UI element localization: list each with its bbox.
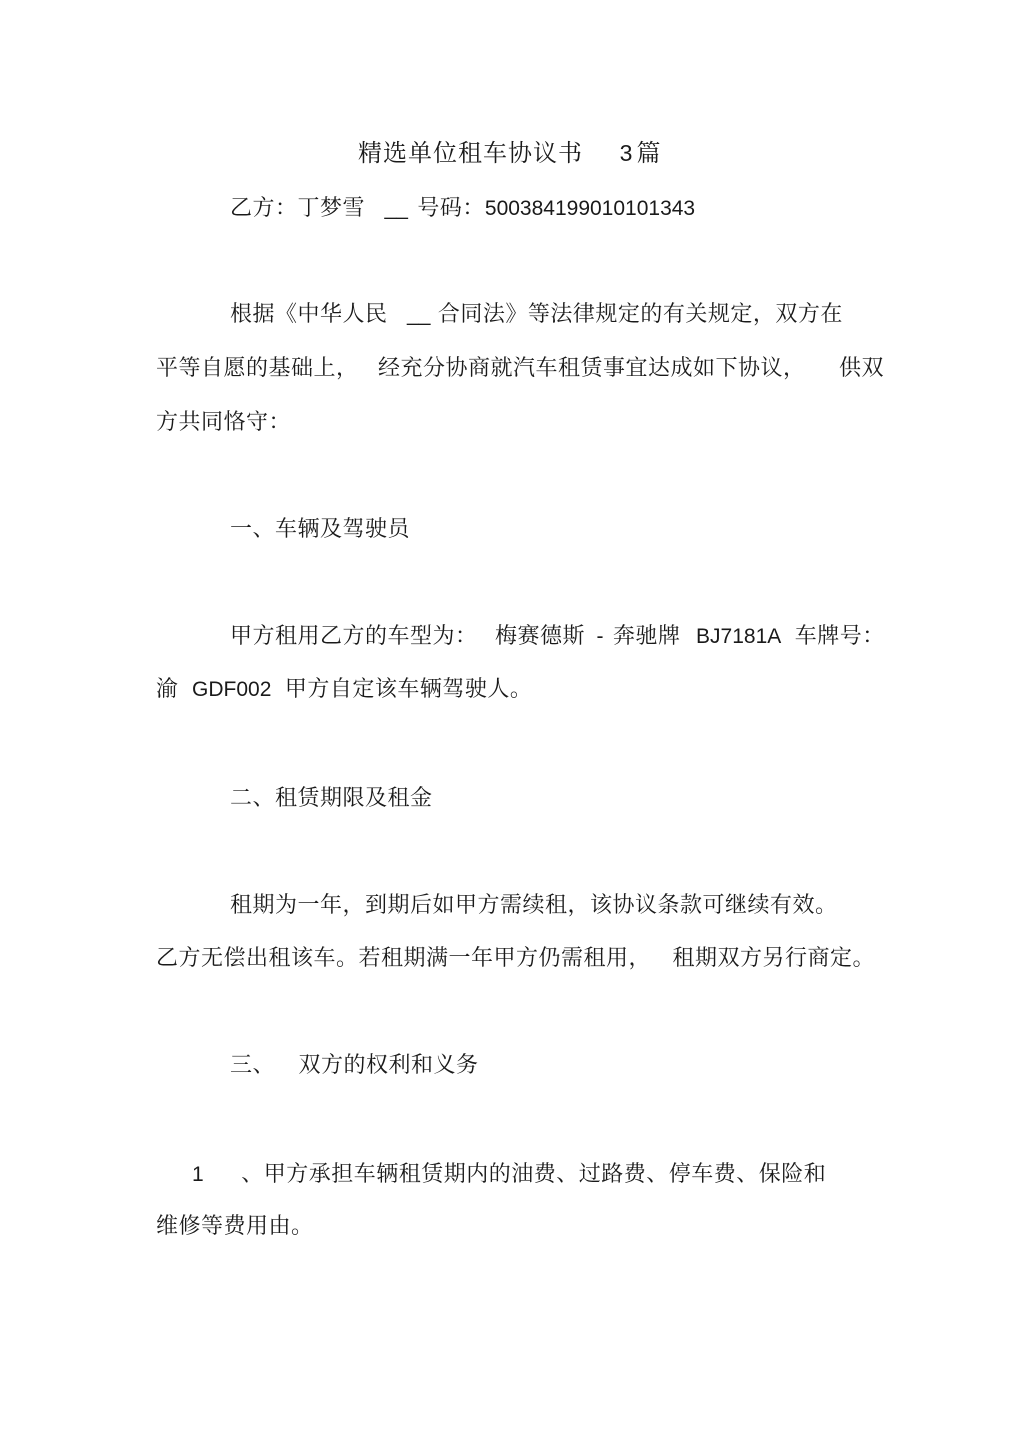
vehicle-model: BJ7181A (696, 625, 782, 648)
intro-text: 平等自愿的基础上， (156, 356, 359, 381)
party-b-id-label: 号码： (417, 196, 485, 221)
vehicle-brand: 梅赛德斯 (495, 624, 586, 649)
plate-number: GDF002 (192, 678, 272, 701)
intro-text: 经充分协商就汽车租赁事宜达成如下协议， (378, 356, 806, 381)
section-3-heading (230, 1051, 479, 1081)
plate-province: 渝 (156, 677, 179, 702)
item-1-line-2: 维修等费用由。 (156, 1214, 314, 1239)
title-count: 3 (619, 140, 633, 166)
vehicle-brand-suffix: 奔驰牌 (613, 624, 681, 649)
section-2-text: 乙方无偿出租该车。若租期满一年甲方仍需租用， (156, 946, 652, 971)
item-1-line-1 (192, 1160, 826, 1190)
section-3-number: 三、 (230, 1053, 276, 1078)
document-title (358, 138, 661, 168)
title-text: 精选单位租车协议书 (358, 139, 583, 167)
intro-blank: __ (407, 303, 431, 326)
section-1-line-1 (230, 622, 885, 652)
party-b-label: 乙方：丁梦雪 (230, 196, 366, 221)
section-2-text: 租期双方另行商定。 (672, 946, 876, 971)
section-1-heading: 一、车辆及驾驶员 (230, 517, 411, 542)
intro-line-2 (156, 354, 884, 384)
section-1-text: 甲方自定该车辆驾驶人。 (284, 677, 533, 702)
section-1-line-2 (156, 675, 532, 705)
title-unit: 篇 (636, 139, 662, 167)
intro-line-1 (230, 300, 843, 330)
section-3-title: 双方的权利和义务 (298, 1053, 479, 1078)
section-2-line-2 (156, 944, 875, 974)
plate-label: 车牌号： (794, 624, 885, 649)
party-b-blank: __ (384, 197, 408, 220)
intro-text: 供双 (839, 356, 885, 381)
intro-line-3: 方共同恪守： (156, 410, 292, 435)
party-b-line (230, 194, 695, 224)
brand-dash: - (596, 625, 604, 648)
section-2-heading: 二、租赁期限及租金 (230, 786, 433, 811)
section-1-text: 甲方租用乙方的车型为： (230, 624, 478, 649)
item-1-number: 1 (192, 1163, 204, 1186)
intro-text: 根据《中华人民 (230, 302, 388, 327)
party-b-id-number: 500384199010101343 (484, 197, 696, 220)
section-2-line-1: 租期为一年，到期后如甲方需续租，该协议条款可继续有效。 (230, 893, 838, 918)
intro-text: 合同法》等法律规定的有关规定，双方在 (437, 302, 843, 327)
item-1-text: 、甲方承担车辆租赁期内的油费、过路费、停车费、保险和 (241, 1162, 827, 1187)
